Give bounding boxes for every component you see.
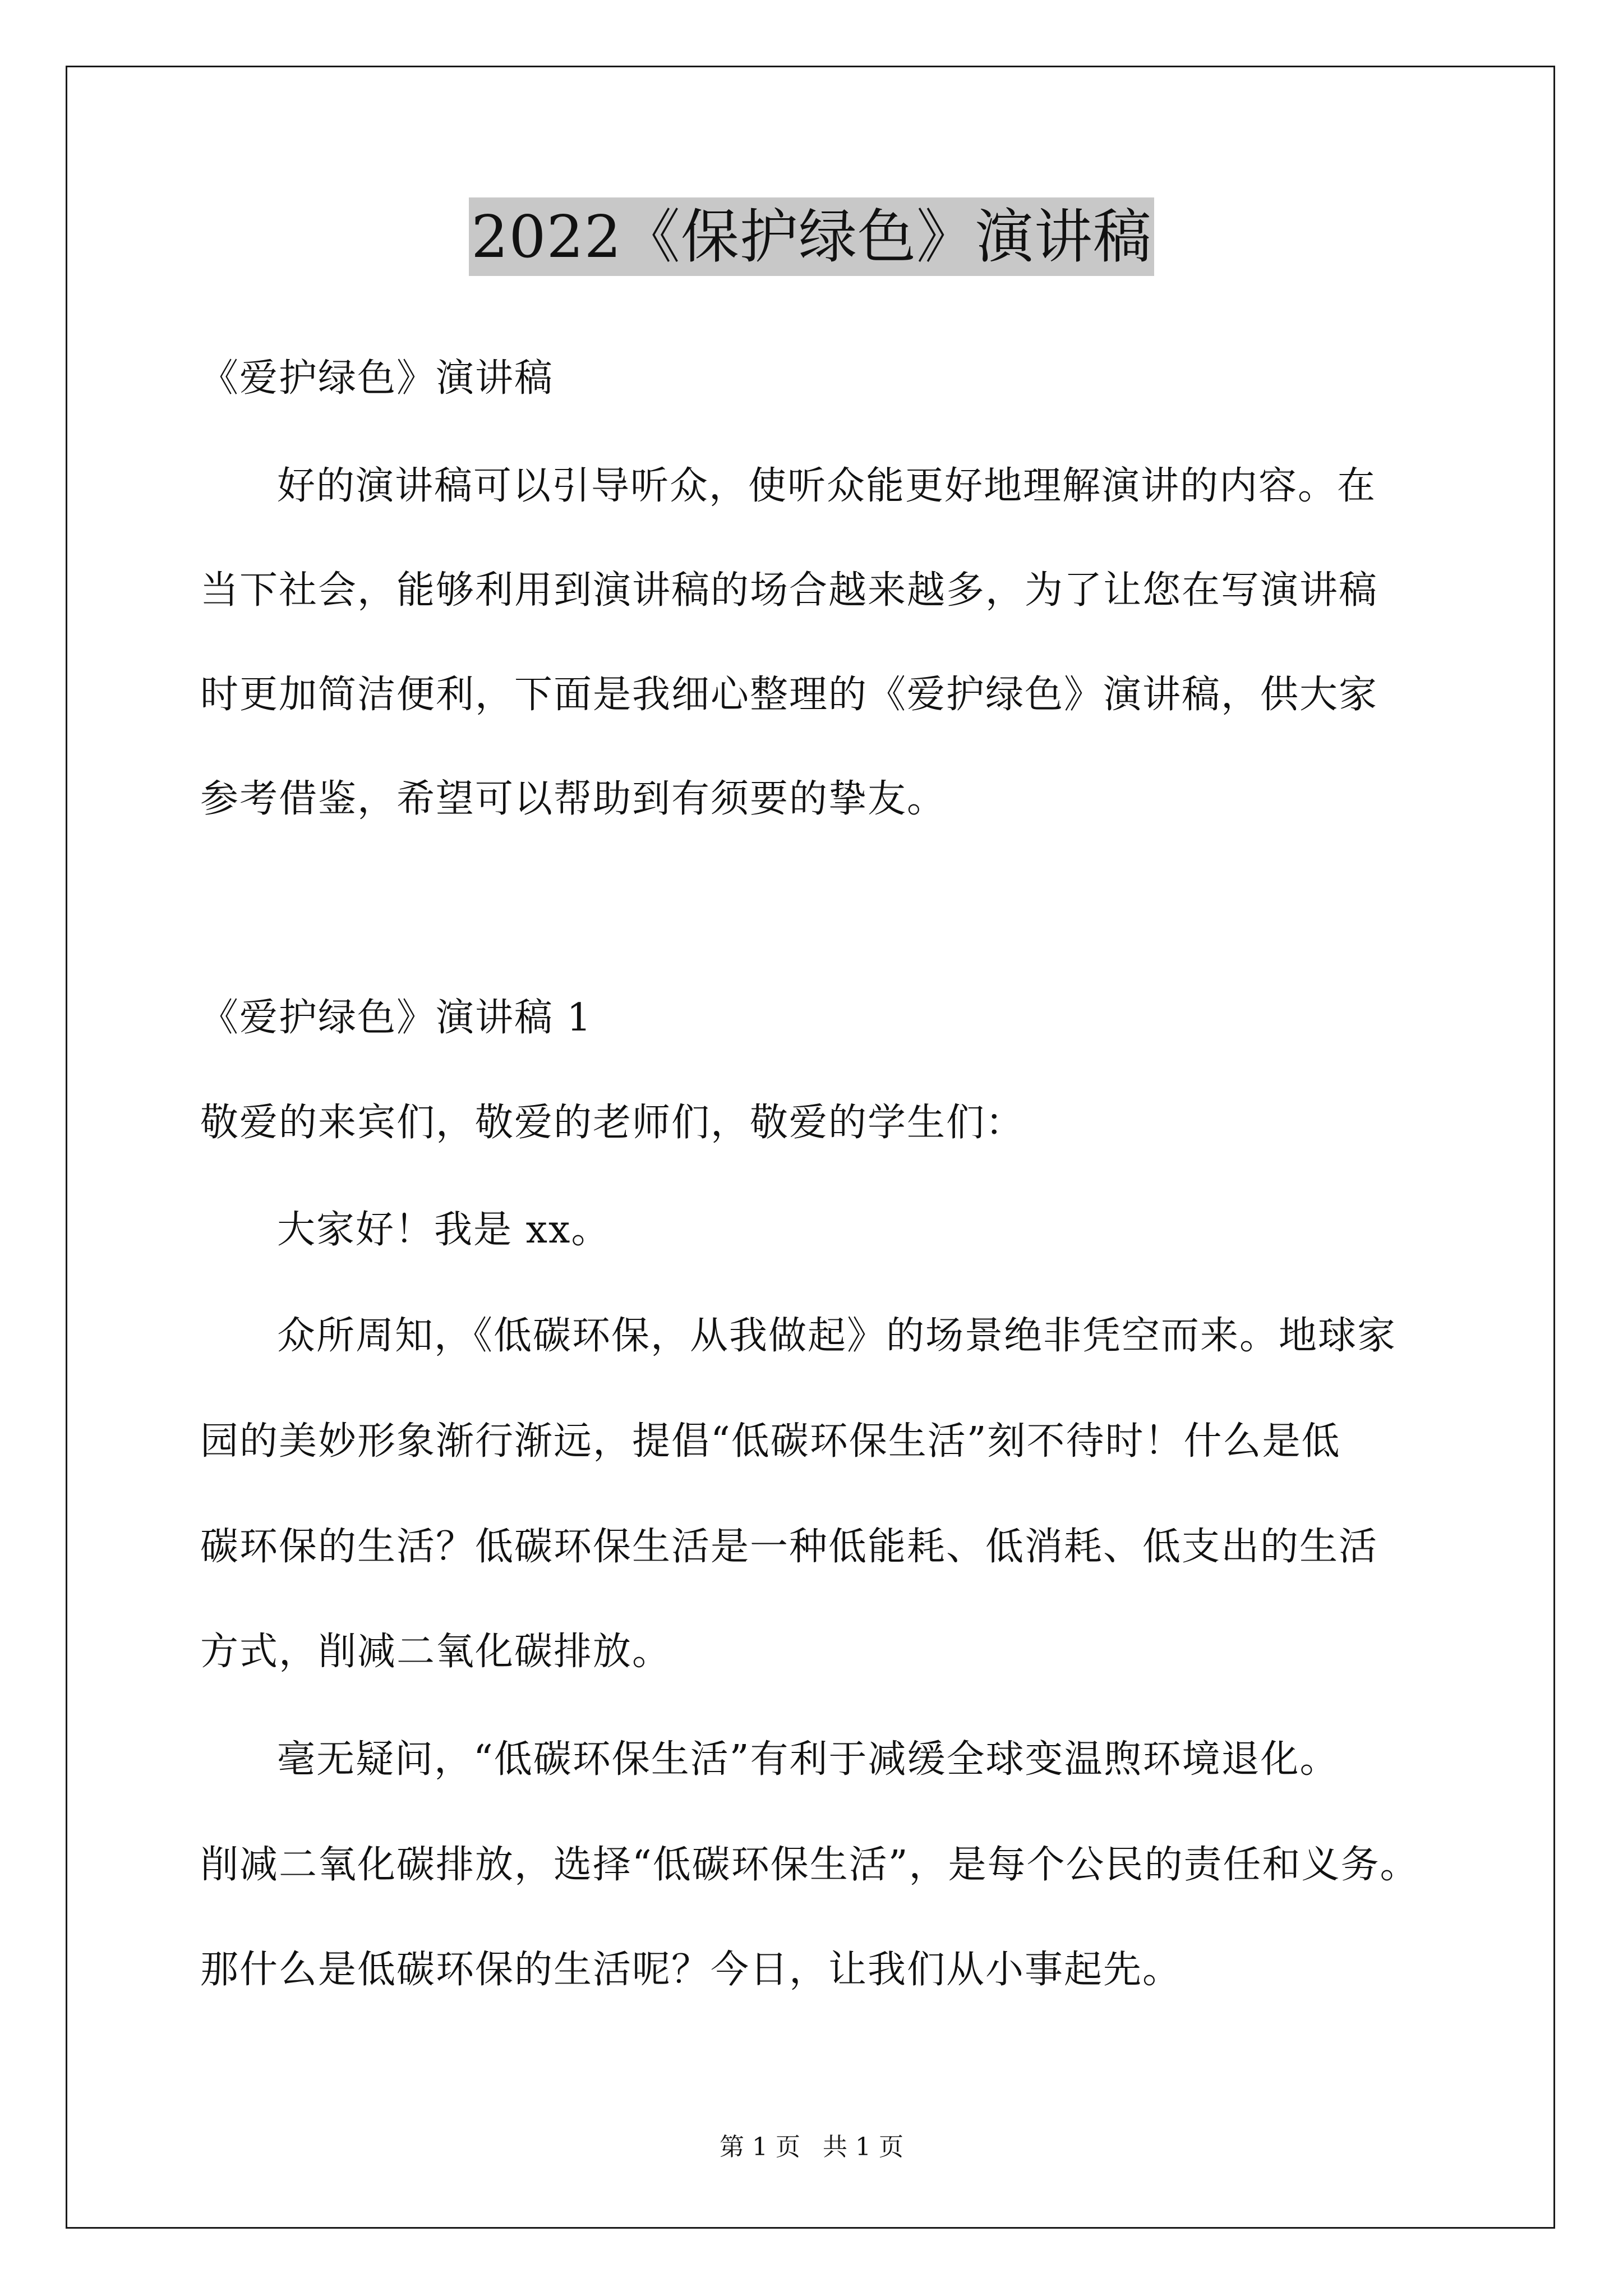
page-number: 第 1 页	[720, 2133, 800, 2161]
paragraph-line: 众所周知，《低碳环保，从我做起》的场景绝非凭空而来。地球家	[277, 1314, 1397, 1358]
paragraph-line: 那什么是低碳环保的生活呢？今日，让我们从小事起先。	[200, 1948, 1182, 1992]
paragraph-line: 当下社会，能够利用到演讲稿的场合越来越多，为了让您在写演讲稿	[200, 568, 1378, 613]
paragraph-line: 毫无疑问，“低碳环保生活”有利于减缓全球变温煦环境退化。	[277, 1737, 1339, 1782]
title-container	[0, 197, 1623, 276]
paragraph-line: 园的美妙形象渐行渐远，提倡“低碳环保生活”刻不待时！什么是低	[200, 1419, 1341, 1464]
paragraph-line: 好的演讲稿可以引导听众，使听众能更好地理解演讲的内容。在	[277, 464, 1377, 508]
intro-heading: 《爱护绿色》演讲稿	[200, 356, 554, 401]
section-heading: 《爱护绿色》演讲稿 1	[200, 996, 592, 1040]
salutation-line: 敬爱的来宾们，敬爱的老师们，敬爱的学生们：	[200, 1101, 1025, 1145]
page-total: 共 1 页	[823, 2133, 903, 2161]
paragraph-line: 参考借鉴，希望可以帮助到有须要的挚友。	[200, 777, 947, 821]
paragraph-line: 削减二氧化碳排放，选择“低碳环保生活”，是每个公民的责任和义务。	[200, 1843, 1419, 1887]
paragraph-line: 碳环保的生活？低碳环保生活是一种低能耗、低消耗、低支出的生活	[200, 1525, 1378, 1569]
page-footer	[0, 2132, 1623, 2163]
document-title: 2022《保护绿色》演讲稿	[469, 197, 1154, 276]
paragraph-line: 时更加简洁便利，下面是我细心整理的《爱护绿色》演讲稿，供大家	[200, 673, 1378, 717]
paragraph-line: 方式，削减二氧化碳排放。	[200, 1630, 672, 1674]
paragraph-line: 大家好！我是 xx。	[277, 1208, 611, 1252]
